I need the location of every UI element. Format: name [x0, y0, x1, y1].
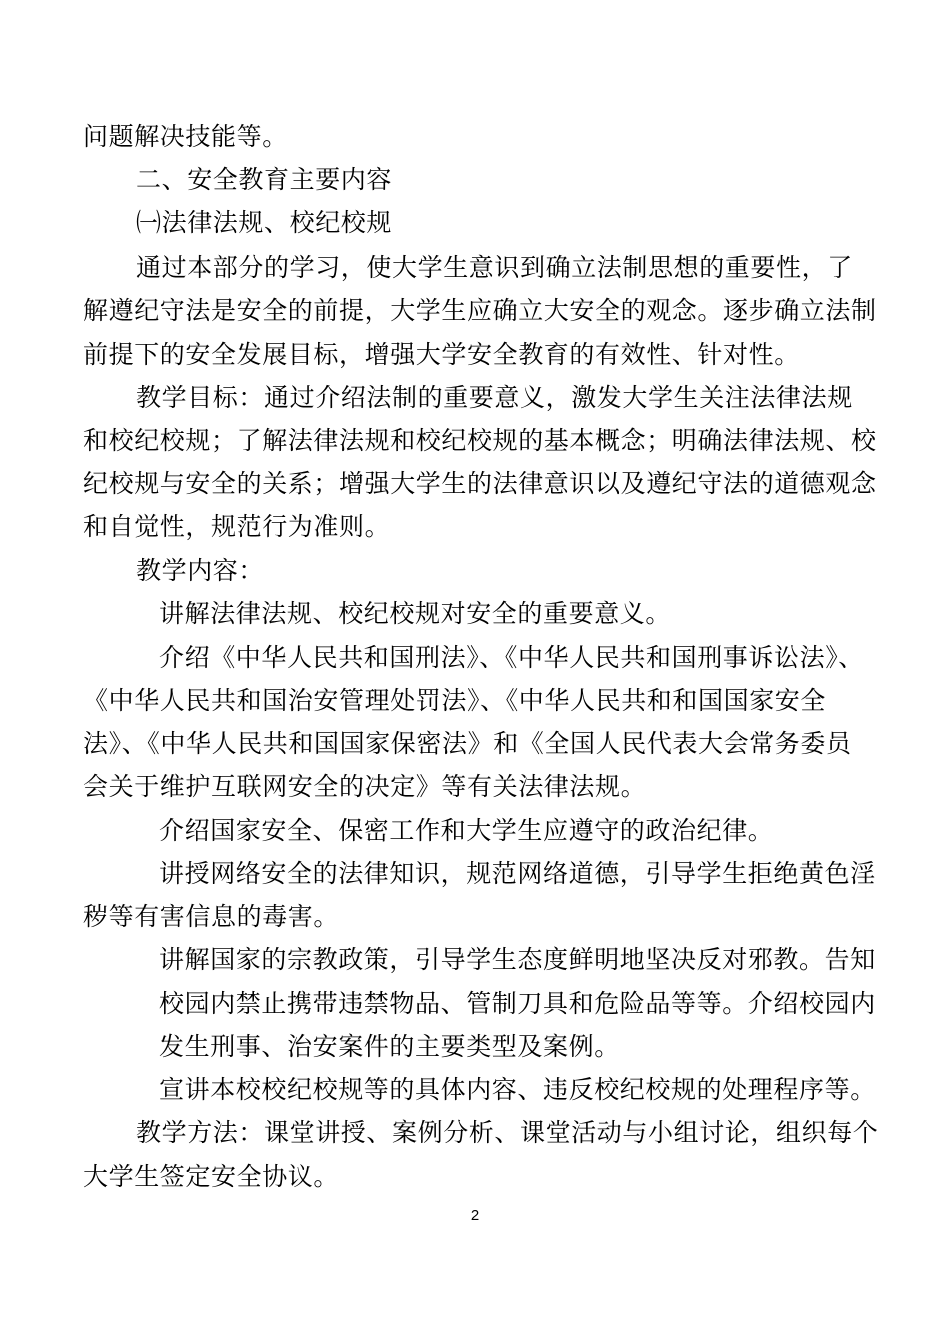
- text-line: 讲解法律法规、校纪校规对安全的重要意义。: [159, 599, 672, 628]
- text-line: 介绍国家安全、保密工作和大学生应遵守的政治纪律。: [159, 816, 774, 845]
- text-line: 校园内禁止携带违禁物品、管制刀具和危险品等等。介绍校园内: [159, 989, 876, 1018]
- text-line: 会关于维护互联网安全的决定》等有关法律法规。: [83, 772, 647, 801]
- text-line: 纪校规与安全的关系；增强大学生的法律意识以及遵纪守法的道德观念: [83, 469, 877, 498]
- text-line: 讲解国家的宗教政策，引导学生态度鲜明地坚决反对邪教。告知: [159, 945, 876, 974]
- text-line: 问题解决技能等。: [83, 122, 288, 151]
- text-line: 介绍《中华人民共和国刑法》、《中华人民共和国刑事诉讼法》、: [159, 643, 864, 672]
- text-line: 解遵纪守法是安全的前提，大学生应确立大安全的观念。逐步确立法制: [83, 296, 877, 325]
- text-line: 讲授网络安全的法律知识，规范网络道德，引导学生拒绝黄色淫: [159, 859, 876, 888]
- text-line: 教学方法：课堂讲授、案例分析、课堂活动与小组讨论，组织每个: [136, 1118, 879, 1147]
- text-line: 前提下的安全发展目标，增强大学安全教育的有效性、针对性。: [83, 340, 800, 369]
- text-line: 宣讲本校校纪校规等的具体内容、违反校纪校规的处理程序等。: [159, 1075, 876, 1104]
- text-line: 《中华人民共和国治安管理处罚法》、《中华人民共和和国国家安全: [83, 686, 827, 715]
- text-line: 教学目标：通过介绍法制的重要意义，激发大学生关注法律法规: [136, 383, 853, 412]
- page-number: 2: [470, 1207, 480, 1224]
- subsection-heading: ㈠法律法规、校纪校规: [136, 208, 393, 237]
- text-line: 秽等有害信息的毒害。: [83, 902, 340, 931]
- text-line: 通过本部分的学习，使大学生意识到确立法制思想的重要性，了: [136, 253, 853, 282]
- text-line: 大学生签定安全协议。: [83, 1162, 340, 1191]
- text-line: 和自觉性，规范行为准则。: [83, 512, 391, 541]
- text-line: 和校纪校规；了解法律法规和校纪校规的基本概念；明确法律法规、校: [83, 426, 877, 455]
- text-line: 法》、《中华人民共和国国家保密法》和《全国人民代表大会常务委员: [83, 729, 852, 758]
- section-heading: 二、安全教育主要内容: [136, 165, 393, 194]
- text-line: 教学内容：: [136, 556, 265, 585]
- text-line: 发生刑事、治安案件的主要类型及案例。: [159, 1032, 620, 1061]
